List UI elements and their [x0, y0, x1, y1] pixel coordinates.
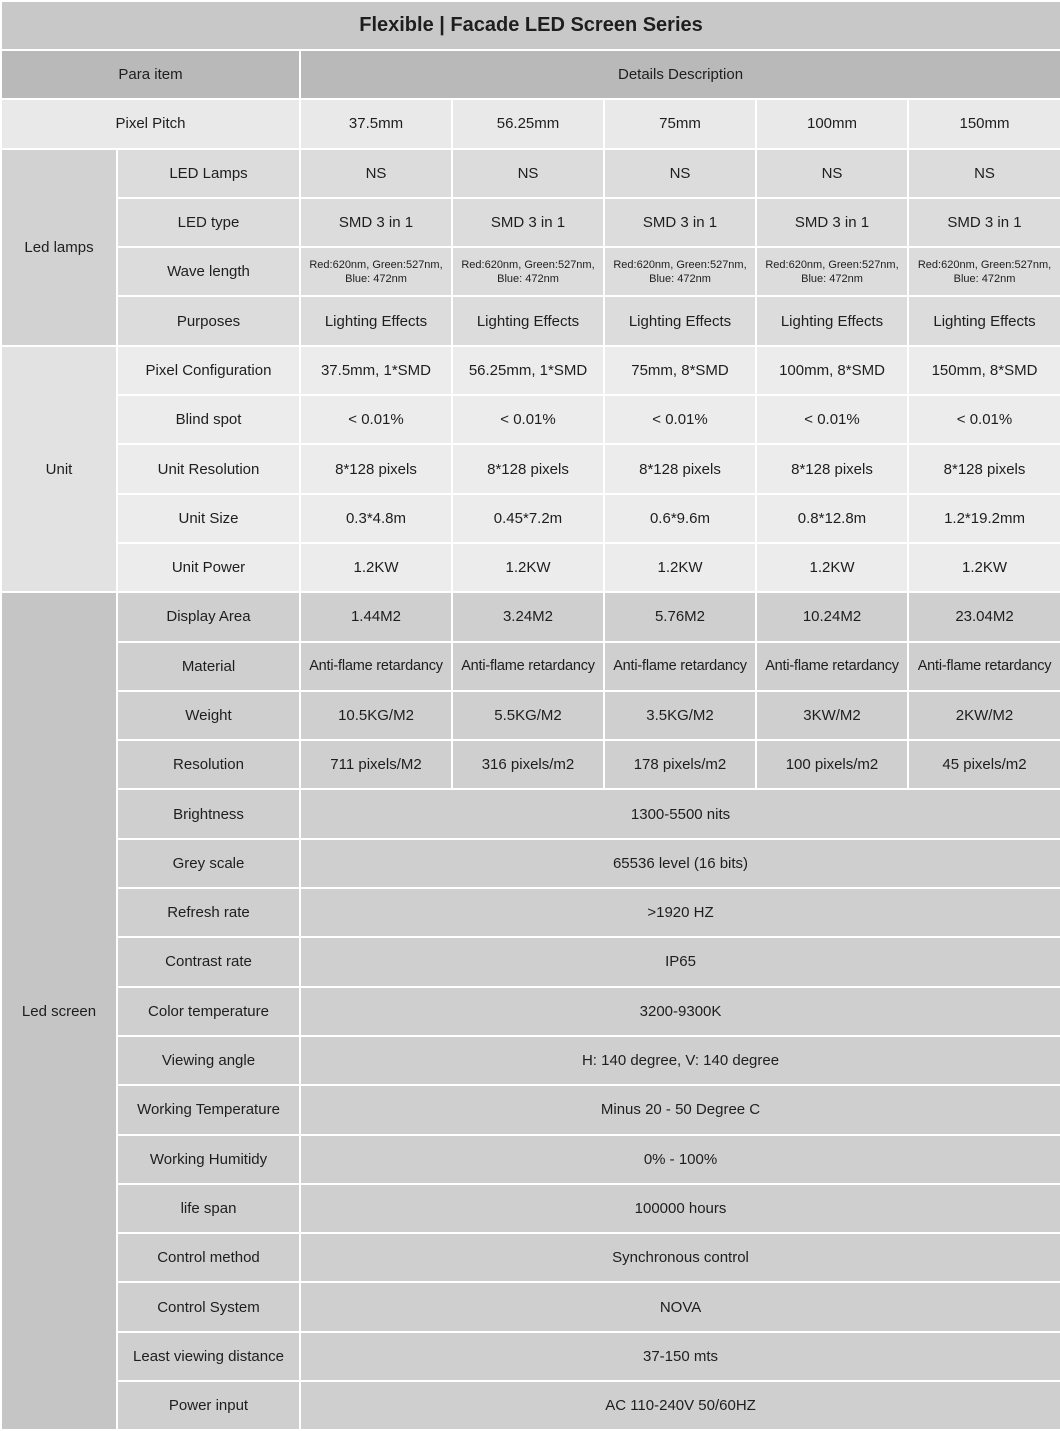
- table-row: [1, 149, 1060, 198]
- row-label: Color temperature: [117, 987, 300, 1036]
- table-cell: < 0.01%: [604, 395, 756, 444]
- row-label: Pixel Configuration: [117, 346, 300, 395]
- pixel-pitch-value: 75mm: [604, 99, 756, 148]
- table-row: [1, 937, 1060, 986]
- table-cell: 316 pixels/m2: [452, 740, 604, 789]
- table-row: [1, 839, 1060, 888]
- table-cell: Anti-flame retardancy: [300, 642, 452, 691]
- table-row: [1, 1135, 1060, 1184]
- table-cell: 8*128 pixels: [908, 444, 1060, 493]
- table-cell: SMD 3 in 1: [604, 198, 756, 247]
- table-cell: 45 pixels/m2: [908, 740, 1060, 789]
- row-label: life span: [117, 1184, 300, 1233]
- table-cell: 5.5KG/M2: [452, 691, 604, 740]
- table-cell: Lighting Effects: [300, 296, 452, 345]
- row-label: Blind spot: [117, 395, 300, 444]
- table-cell: 0% - 100%: [300, 1135, 1060, 1184]
- pixel-pitch-value: 37.5mm: [300, 99, 452, 148]
- row-label: Working Temperature: [117, 1085, 300, 1134]
- table-row: [1, 789, 1060, 838]
- table-row: [1, 247, 1060, 296]
- table-cell: 100 pixels/m2: [756, 740, 908, 789]
- table-cell: Synchronous control: [300, 1233, 1060, 1282]
- row-label: Wave length: [117, 247, 300, 296]
- row-label: Display Area: [117, 592, 300, 641]
- table-row: [1, 198, 1060, 247]
- table-row: [1, 888, 1060, 937]
- table-cell: Red:620nm, Green:527nm, Blue: 472nm: [452, 247, 604, 296]
- table-cell: 0.45*7.2m: [452, 494, 604, 543]
- table-cell: 100mm, 8*SMD: [756, 346, 908, 395]
- table-cell: IP65: [300, 937, 1060, 986]
- table-cell: Minus 20 - 50 Degree C: [300, 1085, 1060, 1134]
- para-item-header: Para item: [1, 50, 300, 99]
- table-cell: Lighting Effects: [604, 296, 756, 345]
- table-cell: Anti-flame retardancy: [908, 642, 1060, 691]
- table-cell: NS: [756, 149, 908, 198]
- table-cell: < 0.01%: [452, 395, 604, 444]
- table-cell: SMD 3 in 1: [452, 198, 604, 247]
- table-cell: 75mm, 8*SMD: [604, 346, 756, 395]
- row-label: Least viewing distance: [117, 1332, 300, 1381]
- group-label-led-screen: Led screen: [1, 592, 117, 1430]
- table-cell: 8*128 pixels: [452, 444, 604, 493]
- table-cell: 8*128 pixels: [300, 444, 452, 493]
- table-row: [1, 444, 1060, 493]
- table-cell: NOVA: [300, 1282, 1060, 1331]
- table-cell: 56.25mm, 1*SMD: [452, 346, 604, 395]
- table-cell: NS: [300, 149, 452, 198]
- table-cell: Anti-flame retardancy: [756, 642, 908, 691]
- row-label: Resolution: [117, 740, 300, 789]
- row-label: Weight: [117, 691, 300, 740]
- row-label: Brightness: [117, 789, 300, 838]
- table-cell: 3.24M2: [452, 592, 604, 641]
- table-row: [1, 1381, 1060, 1430]
- row-label: Viewing angle: [117, 1036, 300, 1085]
- table-cell: NS: [604, 149, 756, 198]
- row-label: LED type: [117, 198, 300, 247]
- table-cell: NS: [908, 149, 1060, 198]
- table-row: [1, 395, 1060, 444]
- table-cell: H: 140 degree, V: 140 degree: [300, 1036, 1060, 1085]
- pixel-pitch-value: 56.25mm: [452, 99, 604, 148]
- table-cell: 0.6*9.6m: [604, 494, 756, 543]
- table-cell: Anti-flame retardancy: [452, 642, 604, 691]
- table-row: [1, 691, 1060, 740]
- table-cell: 3200-9300K: [300, 987, 1060, 1036]
- table-row: [1, 592, 1060, 641]
- table-cell: Lighting Effects: [452, 296, 604, 345]
- table-cell: 1.2*19.2mm: [908, 494, 1060, 543]
- table-cell: < 0.01%: [300, 395, 452, 444]
- table-cell: 10.24M2: [756, 592, 908, 641]
- table-cell: 3.5KG/M2: [604, 691, 756, 740]
- table-cell: 2KW/M2: [908, 691, 1060, 740]
- table-cell: 37-150 mts: [300, 1332, 1060, 1381]
- table-cell: 1.2KW: [908, 543, 1060, 592]
- table-cell: SMD 3 in 1: [756, 198, 908, 247]
- table-row: [1, 494, 1060, 543]
- row-label: Unit Resolution: [117, 444, 300, 493]
- row-label: Contrast rate: [117, 937, 300, 986]
- table-cell: Lighting Effects: [908, 296, 1060, 345]
- table-cell: Lighting Effects: [756, 296, 908, 345]
- table-row: [1, 346, 1060, 395]
- table-cell: Red:620nm, Green:527nm, Blue: 472nm: [908, 247, 1060, 296]
- pixel-pitch-value: 150mm: [908, 99, 1060, 148]
- row-label: Purposes: [117, 296, 300, 345]
- table-cell: AC 110-240V 50/60HZ: [300, 1381, 1060, 1430]
- table-cell: Red:620nm, Green:527nm, Blue: 472nm: [300, 247, 452, 296]
- table-cell: NS: [452, 149, 604, 198]
- table-cell: 0.3*4.8m: [300, 494, 452, 543]
- table-cell: < 0.01%: [908, 395, 1060, 444]
- row-label: Power input: [117, 1381, 300, 1430]
- details-header: Details Description: [300, 50, 1060, 99]
- row-label: Control System: [117, 1282, 300, 1331]
- table-cell: 711 pixels/M2: [300, 740, 452, 789]
- table-cell: 65536 level (16 bits): [300, 839, 1060, 888]
- table-cell: 10.5KG/M2: [300, 691, 452, 740]
- table-cell: 150mm, 8*SMD: [908, 346, 1060, 395]
- pixel-pitch-value: 100mm: [756, 99, 908, 148]
- group-label-led-lamps: Led lamps: [1, 149, 117, 346]
- table-cell: 1.2KW: [452, 543, 604, 592]
- table-cell: < 0.01%: [756, 395, 908, 444]
- table-cell: 178 pixels/m2: [604, 740, 756, 789]
- table-cell: >1920 HZ: [300, 888, 1060, 937]
- table-cell: 100000 hours: [300, 1184, 1060, 1233]
- table-row: [1, 642, 1060, 691]
- row-label: Refresh rate: [117, 888, 300, 937]
- row-label: Working Humitidy: [117, 1135, 300, 1184]
- table-cell: 3KW/M2: [756, 691, 908, 740]
- row-label: Unit Power: [117, 543, 300, 592]
- table-row: [1, 296, 1060, 345]
- table-cell: 1.44M2: [300, 592, 452, 641]
- table-row: [1, 740, 1060, 789]
- row-label: Unit Size: [117, 494, 300, 543]
- row-label: Control method: [117, 1233, 300, 1282]
- table-cell: 1.2KW: [300, 543, 452, 592]
- table-cell: 1300-5500 nits: [300, 789, 1060, 838]
- table-cell: 5.76M2: [604, 592, 756, 641]
- table-row: [1, 1036, 1060, 1085]
- table-cell: Red:620nm, Green:527nm, Blue: 472nm: [756, 247, 908, 296]
- table-cell: 0.8*12.8m: [756, 494, 908, 543]
- table-cell: 1.2KW: [604, 543, 756, 592]
- table-row: [1, 1085, 1060, 1134]
- table-cell: Anti-flame retardancy: [604, 642, 756, 691]
- table-row: [1, 1332, 1060, 1381]
- row-label: LED Lamps: [117, 149, 300, 198]
- table-row: [1, 1282, 1060, 1331]
- table-cell: SMD 3 in 1: [908, 198, 1060, 247]
- table-cell: 1.2KW: [756, 543, 908, 592]
- table-row: [1, 987, 1060, 1036]
- table-cell: Red:620nm, Green:527nm, Blue: 472nm: [604, 247, 756, 296]
- table-cell: 8*128 pixels: [604, 444, 756, 493]
- row-label: Grey scale: [117, 839, 300, 888]
- table-cell: 23.04M2: [908, 592, 1060, 641]
- group-label-unit: Unit: [1, 346, 117, 592]
- table-row: [1, 543, 1060, 592]
- row-label: Material: [117, 642, 300, 691]
- pixel-pitch-row: [1, 99, 1060, 148]
- table-cell: 37.5mm, 1*SMD: [300, 346, 452, 395]
- table-cell: SMD 3 in 1: [300, 198, 452, 247]
- table-row: [1, 1233, 1060, 1282]
- pixel-pitch-label: Pixel Pitch: [1, 99, 300, 148]
- table-row: [1, 1184, 1060, 1233]
- table-title: Flexible | Facade LED Screen Series: [1, 1, 1060, 50]
- table-cell: 8*128 pixels: [756, 444, 908, 493]
